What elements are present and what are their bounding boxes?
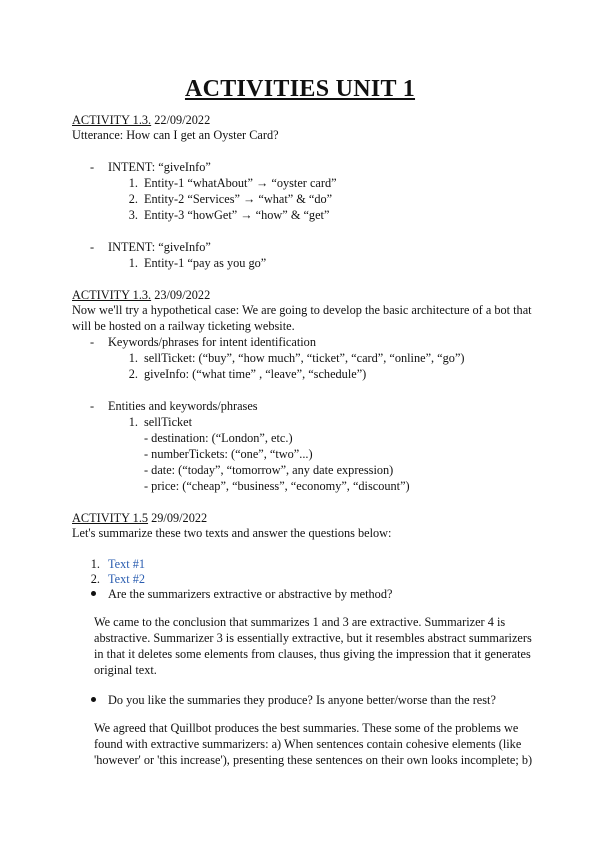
bullet-dash: - — [90, 335, 95, 349]
entity-sub-item: - numberTickets: (“one”, “two”...) — [144, 447, 313, 461]
list-number: 1. — [90, 557, 100, 571]
entity-sub-item: - price: (“cheap”, “business”, “economy”, “discount”) — [144, 479, 410, 493]
entity-sub-item: - destination: (“London”, etc.) — [144, 431, 293, 445]
list-number: 2. — [90, 572, 100, 586]
text-2-link[interactable]: Text #2 — [108, 572, 146, 586]
answer-1-line: abstractive. Summarizer 3 is essentially extractive, but it resembles abstract summarizers — [94, 631, 532, 645]
activity-3-header — [72, 510, 207, 526]
question-2: Do you like the summaries they produce? Is anyone better/worse than the rest? — [108, 693, 496, 707]
answer-1-line: in that it deletes some elements from clauses, thus giving the impression that it generates — [94, 647, 531, 661]
activity-2-intro-line-2: will be hosted on a railway ticketing website. — [72, 319, 295, 333]
answer-2-line: 'however' or 'this increase'), presenting these sentences on their own looks incomplete; b) — [94, 753, 533, 767]
list-number: 1. — [128, 351, 138, 365]
activity-3-heading: ACTIVITY 1.5 — [72, 511, 149, 525]
activity-2-header — [72, 287, 210, 303]
text-1-link[interactable]: Text #1 — [108, 557, 146, 571]
list-number: 1. — [128, 415, 138, 429]
answer-1-line: We came to the conclusion that summarizes 1 and 3 are extractive. Summarizer 4 is — [94, 615, 506, 629]
keyword-item: giveInfo: (“what time” , “leave”, “schedule”) — [144, 367, 367, 381]
keyword-item: sellTicket: (“buy”, “how much”, “ticket”, “card”, “online”, “go”) — [144, 351, 465, 365]
entity-group: sellTicket — [144, 415, 193, 429]
bullet-dash: - — [90, 240, 95, 254]
bullet-dash: - — [90, 160, 95, 174]
activity-2-date: 23/09/2022 — [151, 288, 211, 302]
bullet-dot — [91, 697, 96, 702]
activity-1-date: 22/09/2022 — [151, 113, 211, 127]
keywords-title: Keywords/phrases for intent identification — [108, 335, 316, 349]
list-number: 1. — [128, 256, 138, 270]
intent-1: INTENT: “giveInfo” — [108, 160, 211, 174]
answer-2-line: found with extractive summarizers: a) When sentences contain cohesive elements (like — [94, 737, 522, 751]
activity-2-heading: ACTIVITY 1.3. — [72, 288, 152, 302]
page-title: ACTIVITIES UNIT 1 — [184, 76, 416, 102]
activity-2-intro-line-1: Now we'll try a hypothetical case: We are going to develop the basic architecture of a bot that — [72, 303, 532, 317]
entity-item: Entity-3 “howGet” → “how” & “get” — [144, 208, 330, 222]
activity-1-heading: ACTIVITY 1.3. — [72, 113, 152, 127]
answer-1-line: original text. — [94, 663, 157, 677]
entity-sub-item: - date: (“today”, “tomorrow”, any date expression) — [144, 463, 394, 477]
list-number: 3. — [128, 208, 138, 222]
entity-item: Entity-2 “Services” → “what” & “do” — [144, 192, 333, 206]
entity-item: Entity-1 “pay as you go” — [144, 256, 267, 270]
bullet-dot — [91, 591, 96, 596]
answer-2-line: We agreed that Quillbot produces the best summaries. These some of the problems we — [94, 721, 519, 735]
list-number: 2. — [128, 367, 138, 381]
entities-title: Entities and keywords/phrases — [108, 399, 258, 413]
utterance-text: Utterance: How can I get an Oyster Card? — [72, 128, 279, 142]
question-1: Are the summarizers extractive or abstractive by method? — [108, 587, 393, 601]
activity-3-date: 29/09/2022 — [148, 511, 208, 525]
list-number: 1. — [128, 176, 138, 190]
list-number: 2. — [128, 192, 138, 206]
activity-1-header — [72, 112, 210, 128]
entity-item: Entity-1 “whatAbout” → “oyster card” — [144, 176, 337, 190]
activity-3-intro: Let's summarize these two texts and answer the questions below: — [72, 526, 392, 540]
intent-2: INTENT: “giveInfo” — [108, 240, 211, 254]
bullet-dash: - — [90, 399, 95, 413]
